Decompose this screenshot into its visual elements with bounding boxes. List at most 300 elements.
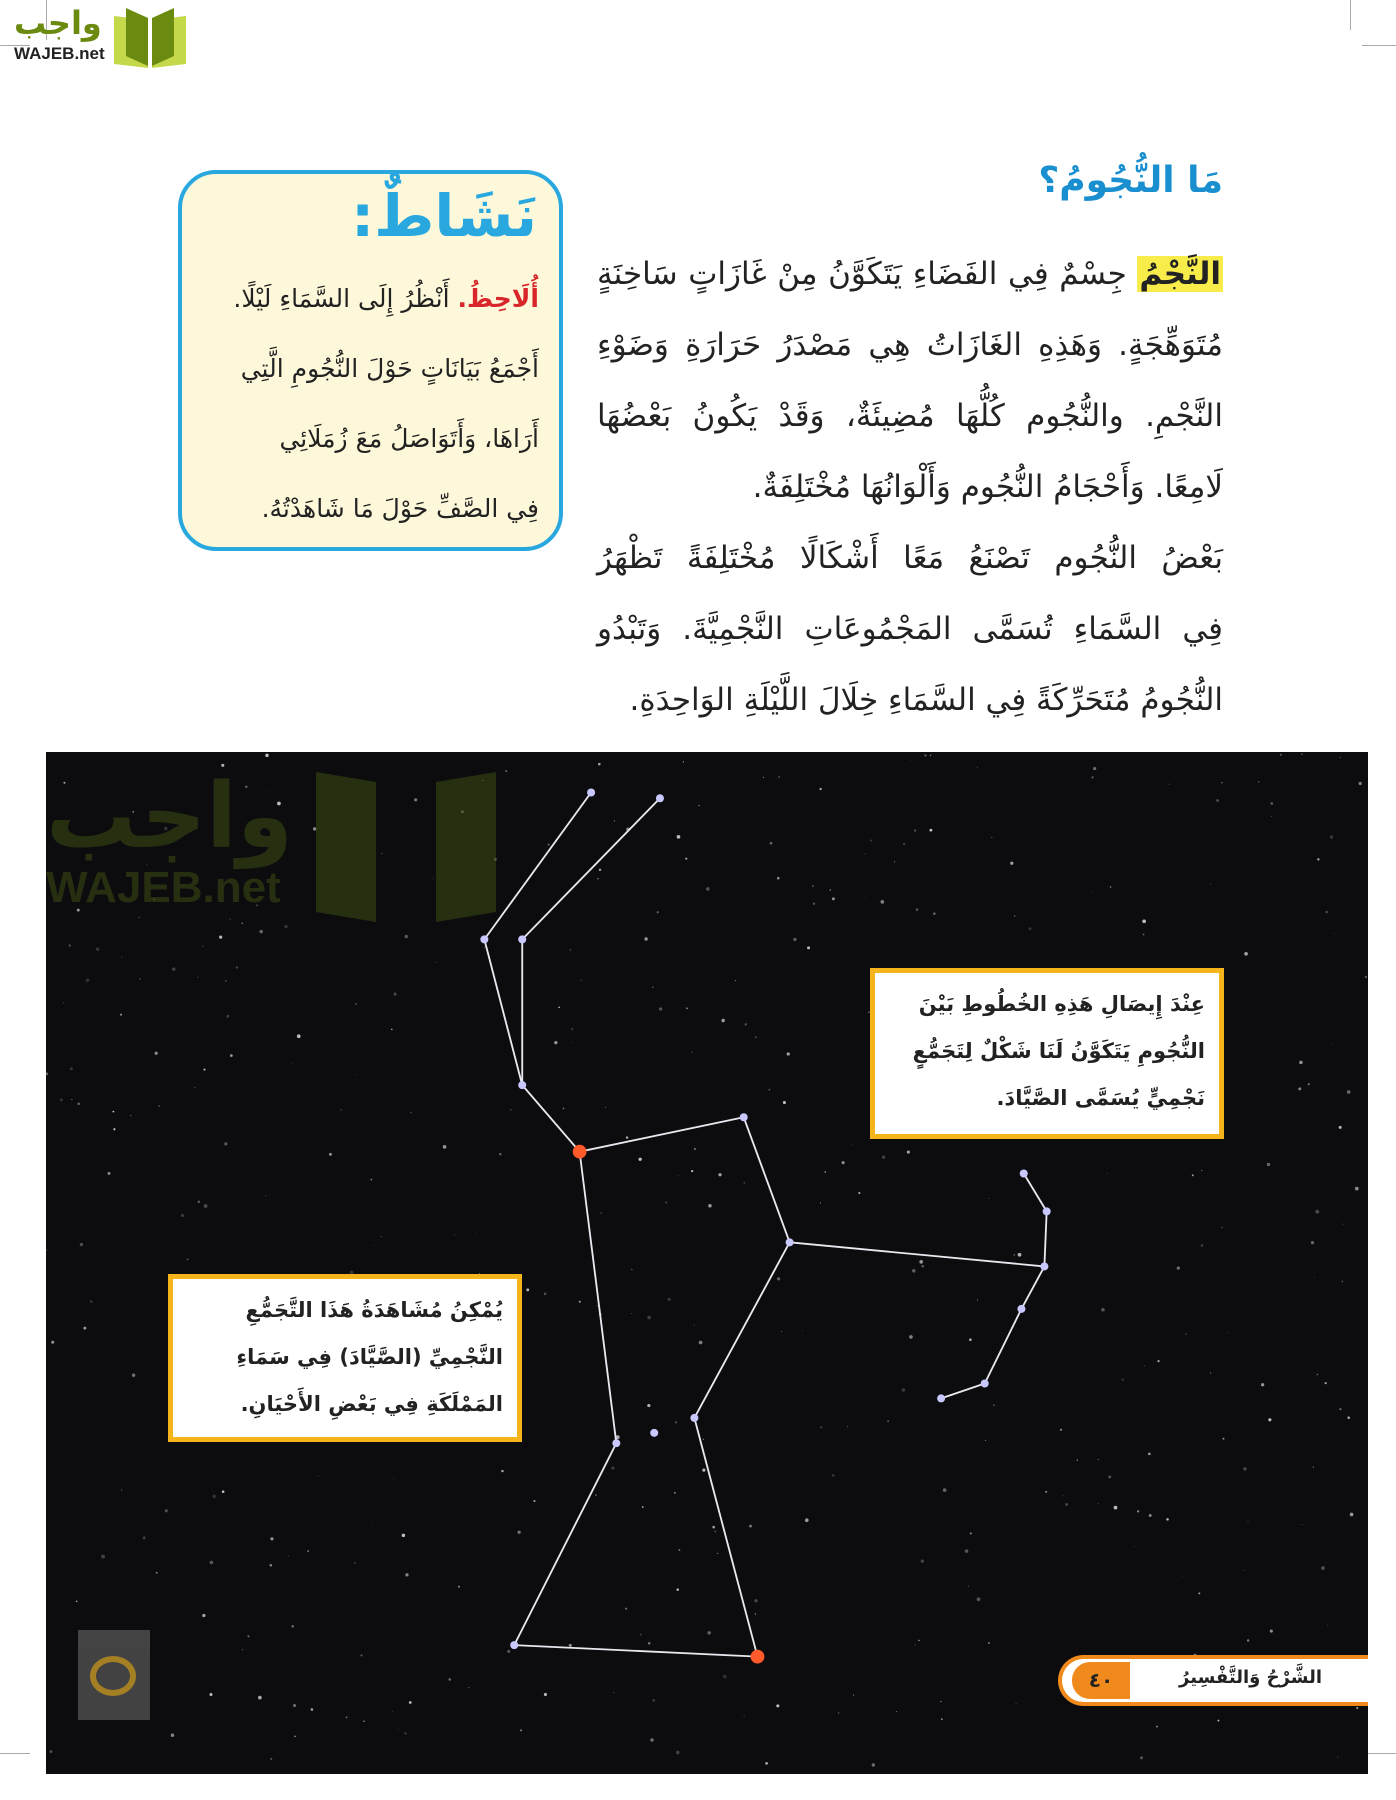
constellation-line xyxy=(484,939,522,1085)
background-star xyxy=(1201,1170,1202,1171)
background-star xyxy=(1314,1277,1315,1278)
background-star xyxy=(677,835,681,839)
background-star xyxy=(247,1635,249,1637)
background-star xyxy=(1223,1438,1225,1440)
background-star xyxy=(832,1474,835,1477)
background-star xyxy=(194,1087,195,1088)
background-star xyxy=(571,1042,572,1043)
background-star xyxy=(977,1597,981,1601)
background-star xyxy=(202,1614,205,1617)
background-star xyxy=(143,1536,146,1539)
background-star xyxy=(202,946,204,948)
background-star xyxy=(652,987,653,988)
background-star xyxy=(650,1738,654,1742)
background-star xyxy=(1299,1061,1303,1065)
background-star xyxy=(210,1561,214,1565)
constellation-line xyxy=(522,798,660,939)
background-star xyxy=(294,1736,295,1737)
background-star xyxy=(924,754,926,756)
background-star xyxy=(1280,754,1282,756)
background-star xyxy=(475,1234,476,1235)
background-star xyxy=(787,1052,790,1055)
background-star xyxy=(842,1161,845,1164)
orion-constellation-image xyxy=(46,752,1368,1774)
background-star xyxy=(652,1699,655,1702)
background-star xyxy=(1359,782,1362,785)
background-star xyxy=(392,1711,393,1712)
background-star xyxy=(398,1729,399,1730)
activity-line xyxy=(198,274,539,344)
background-star xyxy=(544,1693,547,1696)
background-star xyxy=(820,1202,821,1203)
background-star xyxy=(1334,933,1335,934)
logo-latin: WAJEB.net xyxy=(14,44,105,63)
background-star xyxy=(499,1153,502,1156)
constellation-star xyxy=(786,1238,794,1246)
background-star xyxy=(121,957,122,958)
background-star xyxy=(921,1265,924,1268)
background-star xyxy=(865,853,866,854)
constellation-star xyxy=(1020,1169,1028,1177)
background-star xyxy=(631,1313,632,1314)
background-star xyxy=(230,1054,233,1057)
background-star xyxy=(970,1532,972,1534)
background-star xyxy=(707,1631,710,1634)
background-star xyxy=(409,1701,412,1704)
background-star xyxy=(985,1440,986,1441)
background-star xyxy=(776,1704,779,1707)
background-star xyxy=(694,1325,695,1326)
background-star xyxy=(458,1586,460,1588)
background-star xyxy=(625,1608,627,1610)
background-star xyxy=(520,1729,522,1731)
constellation-star xyxy=(937,1394,945,1402)
background-star xyxy=(763,777,764,778)
background-star xyxy=(1327,1625,1328,1626)
background-star xyxy=(1330,835,1333,838)
background-star xyxy=(293,1704,296,1707)
background-star xyxy=(50,1750,53,1753)
constellation-line xyxy=(694,1418,757,1657)
background-star xyxy=(468,1687,469,1688)
background-star xyxy=(749,1525,752,1528)
background-star xyxy=(813,903,815,905)
background-star xyxy=(86,978,90,982)
constellation-star xyxy=(587,788,595,796)
caption-line: نَجْمِيٍّ يُسَمَّى الصَّيَّادَ. xyxy=(996,1086,1205,1110)
background-star xyxy=(547,844,549,846)
background-star xyxy=(858,1192,860,1194)
background-star xyxy=(778,776,780,778)
crop-mark xyxy=(1350,0,1351,30)
background-star xyxy=(1339,1126,1342,1129)
background-star xyxy=(644,937,647,940)
background-star xyxy=(902,1388,905,1391)
background-star xyxy=(63,1002,64,1003)
background-star xyxy=(1134,1546,1135,1547)
background-star xyxy=(807,946,810,949)
background-star xyxy=(270,1564,273,1567)
background-star xyxy=(569,949,571,951)
background-star xyxy=(1337,1756,1339,1758)
observe-label: أُلَاحِظُ. xyxy=(457,284,539,313)
background-star xyxy=(171,1733,174,1736)
background-star xyxy=(1177,1267,1180,1270)
background-star xyxy=(69,944,71,946)
constellation-line xyxy=(580,1152,617,1443)
background-star xyxy=(1018,1253,1022,1257)
activity-title: نَشَاطٌ: xyxy=(350,182,537,250)
background-star xyxy=(363,1721,364,1722)
constellation-line xyxy=(985,1309,1022,1384)
activity-text xyxy=(198,274,539,554)
constellation-star xyxy=(480,935,488,943)
background-star xyxy=(554,1041,557,1044)
background-star xyxy=(101,1555,105,1559)
background-star xyxy=(744,1715,745,1716)
background-star xyxy=(919,1260,923,1264)
background-star xyxy=(130,1115,131,1116)
background-star xyxy=(718,1173,721,1176)
background-star xyxy=(448,1678,451,1681)
background-star xyxy=(781,1331,782,1332)
background-star xyxy=(977,1299,978,1300)
background-star xyxy=(1185,1333,1187,1335)
background-star xyxy=(675,1421,677,1423)
background-star xyxy=(703,1439,705,1441)
background-star xyxy=(735,980,736,981)
background-star xyxy=(1060,1429,1062,1431)
background-star xyxy=(765,1762,768,1765)
background-star xyxy=(563,1108,565,1110)
background-star xyxy=(865,898,866,899)
constellation-line xyxy=(514,1645,757,1656)
background-star xyxy=(968,1586,969,1587)
background-star xyxy=(140,978,141,979)
background-star xyxy=(830,889,832,891)
background-star xyxy=(647,1316,651,1320)
background-star xyxy=(224,1142,227,1145)
background-star xyxy=(820,1426,822,1428)
background-star xyxy=(1107,1173,1108,1174)
background-star xyxy=(783,1101,786,1104)
background-star xyxy=(526,1288,529,1291)
constellation-line xyxy=(580,1117,744,1151)
background-star xyxy=(599,868,602,871)
section-title: مَا النُّجُومُ؟ xyxy=(1038,160,1223,201)
background-star xyxy=(318,1475,319,1476)
background-star xyxy=(1182,1576,1183,1577)
background-star xyxy=(1321,1566,1325,1570)
background-star xyxy=(46,1072,48,1075)
background-star xyxy=(714,1531,716,1533)
background-star xyxy=(631,1269,632,1270)
background-star xyxy=(1261,1383,1264,1386)
background-star xyxy=(698,805,700,807)
background-star xyxy=(918,1640,919,1641)
background-star xyxy=(410,1112,412,1114)
constellation-line xyxy=(514,1443,616,1645)
background-star xyxy=(640,1634,642,1636)
background-star xyxy=(1311,1241,1314,1244)
background-star xyxy=(665,1202,667,1204)
constellation-line xyxy=(941,1383,985,1398)
background-star xyxy=(1325,1382,1327,1384)
constellation-star xyxy=(518,935,526,943)
background-star xyxy=(1045,1491,1047,1493)
background-star xyxy=(598,763,601,766)
background-star xyxy=(60,1098,63,1101)
background-star xyxy=(1350,1513,1354,1517)
background-star xyxy=(198,1201,200,1203)
background-star xyxy=(1308,1083,1310,1085)
background-star xyxy=(219,935,222,938)
text-line: بَعْضُ النُّجُوم تَصْنَعُ مَعًا أَشْكَالًا مُخْتَلِفَةً تَظْهَرُ xyxy=(597,540,1223,576)
text-line: لَامِعًا. وَأَحْجَامُ النُّجُوم وَأَلْوَانُهَا مُخْتَلِفَةٌ. xyxy=(752,469,1223,505)
red-star xyxy=(573,1145,587,1159)
crop-mark xyxy=(0,1753,30,1754)
background-star xyxy=(1091,891,1092,892)
background-star xyxy=(872,1763,875,1766)
background-star xyxy=(678,1175,679,1176)
background-star xyxy=(393,1478,394,1479)
constellation-star xyxy=(650,1429,658,1437)
background-star xyxy=(988,1642,990,1644)
page-footer xyxy=(1058,1655,1368,1706)
background-star xyxy=(55,950,56,951)
constellation-line xyxy=(522,1085,579,1152)
background-star xyxy=(292,1062,293,1063)
background-star xyxy=(881,900,885,904)
background-star xyxy=(941,1718,943,1720)
background-star xyxy=(642,1506,644,1508)
background-star xyxy=(648,1642,651,1645)
background-star xyxy=(242,1649,243,1650)
background-star xyxy=(940,1701,941,1702)
background-star xyxy=(329,1153,332,1156)
constellation-star xyxy=(510,1641,518,1649)
footer-section-label: الشَّرْحُ وَالتَّفْسِيرُ xyxy=(1179,1667,1322,1688)
background-star xyxy=(777,877,780,880)
background-star xyxy=(1355,1187,1359,1191)
background-star xyxy=(1210,1372,1211,1373)
background-star xyxy=(838,1713,839,1714)
background-star xyxy=(847,1426,848,1427)
background-star xyxy=(381,1236,382,1237)
background-star xyxy=(659,1007,662,1010)
background-star xyxy=(870,840,872,842)
background-star xyxy=(597,878,599,880)
background-star xyxy=(717,1553,718,1554)
background-star xyxy=(1302,1524,1303,1525)
background-star xyxy=(1122,1378,1124,1380)
background-star xyxy=(1110,886,1112,888)
background-star xyxy=(626,1136,628,1138)
background-star xyxy=(686,1007,688,1009)
crop-mark xyxy=(1362,45,1396,46)
background-star xyxy=(853,1694,854,1695)
background-star xyxy=(991,837,992,838)
background-star xyxy=(1156,1726,1158,1728)
background-star xyxy=(1270,802,1273,805)
background-star xyxy=(832,897,835,900)
background-star xyxy=(284,925,287,928)
background-star xyxy=(209,1693,212,1696)
background-star xyxy=(204,1204,208,1208)
background-star xyxy=(70,1067,73,1070)
background-star xyxy=(517,1531,520,1534)
background-star xyxy=(1313,1466,1314,1467)
background-star xyxy=(1140,1756,1143,1759)
caption-box-right xyxy=(870,968,1224,1139)
background-star xyxy=(676,1751,680,1755)
background-star xyxy=(685,858,687,860)
background-star xyxy=(1221,782,1223,784)
background-star xyxy=(405,935,408,938)
background-star xyxy=(914,829,916,831)
background-star xyxy=(712,1526,715,1529)
book-icon xyxy=(108,6,192,68)
caption-line: النَّجْمِيِّ (الصَّيَّادَ) فِي سَمَاءِ xyxy=(236,1345,503,1369)
background-star xyxy=(988,1198,990,1200)
background-star xyxy=(896,1711,897,1712)
background-star xyxy=(1258,781,1260,783)
constellation-line xyxy=(1021,1266,1044,1308)
background-star xyxy=(404,1732,406,1734)
wajeb-logo xyxy=(8,4,193,68)
constellation-star xyxy=(1043,1207,1051,1215)
background-star xyxy=(391,1029,393,1031)
background-star xyxy=(611,1467,614,1470)
background-star xyxy=(887,1421,888,1422)
background-star xyxy=(307,1550,308,1551)
background-star xyxy=(894,861,895,862)
background-star xyxy=(755,1036,757,1038)
background-star xyxy=(668,1298,671,1301)
background-star xyxy=(699,1341,703,1345)
background-star xyxy=(258,1696,262,1700)
activity-line: فِي الصَّفِّ حَوْلَ مَا شَاهَدْتُهُ. xyxy=(261,494,539,523)
red-star xyxy=(751,1650,765,1664)
activity-line: أَجْمَعُ بَيَانَاتٍ حَوْلَ النُّجُومِ الَّتِي xyxy=(240,354,539,383)
background-star xyxy=(77,1102,80,1105)
background-star xyxy=(993,1404,995,1406)
background-star xyxy=(1331,1088,1332,1089)
background-star xyxy=(507,1650,510,1653)
background-star xyxy=(1343,1224,1344,1225)
background-star xyxy=(265,1195,266,1196)
background-star xyxy=(676,1588,679,1591)
background-star xyxy=(213,1495,216,1498)
background-star xyxy=(533,1500,535,1502)
background-star xyxy=(225,980,227,982)
background-star xyxy=(1331,1043,1332,1044)
background-star xyxy=(1077,1459,1078,1460)
background-star xyxy=(777,1277,780,1280)
constellation-star xyxy=(518,1081,526,1089)
text-line: مُتَوَهِّجَةٍ. وَهَذِهِ الغَازَاتُ هِي مَصْدَرُ حَرَارَةِ وَضَوْءِ xyxy=(597,327,1223,363)
background-star xyxy=(1317,858,1319,860)
background-star xyxy=(113,1128,115,1130)
background-star xyxy=(1244,952,1248,956)
background-star xyxy=(484,947,485,948)
activity-line: أَرَاهَا، وَأَتَوَاصَلُ مَعَ زُمَلَائِي xyxy=(279,424,539,453)
watermark-logo xyxy=(46,752,526,922)
constellation-star xyxy=(690,1414,698,1422)
background-star xyxy=(1108,1475,1111,1478)
background-star xyxy=(969,1338,972,1341)
background-star xyxy=(805,1518,809,1522)
background-star xyxy=(501,1470,503,1472)
background-star xyxy=(852,1144,853,1145)
constellation-line xyxy=(790,1242,1045,1266)
background-star xyxy=(405,1573,408,1576)
background-star xyxy=(1365,976,1367,978)
background-star xyxy=(121,1489,122,1490)
background-star xyxy=(354,1074,355,1075)
background-star xyxy=(340,1109,341,1110)
background-star xyxy=(1347,1416,1350,1419)
background-star xyxy=(394,993,397,996)
background-star xyxy=(745,1023,747,1025)
background-star xyxy=(156,1572,158,1574)
background-star xyxy=(1016,1704,1017,1705)
background-star xyxy=(1221,1226,1223,1228)
background-star xyxy=(1098,1459,1099,1460)
background-star xyxy=(819,788,821,790)
background-star xyxy=(165,1509,168,1512)
background-star xyxy=(1014,915,1015,916)
background-star xyxy=(270,1537,273,1540)
background-star xyxy=(769,1089,770,1090)
background-star xyxy=(1149,1514,1152,1517)
background-star xyxy=(1148,1452,1151,1455)
constellation-star xyxy=(1017,1305,1025,1313)
background-star xyxy=(909,1335,913,1339)
background-star xyxy=(373,1245,374,1246)
background-star xyxy=(657,911,659,913)
constellation-line xyxy=(1024,1173,1047,1211)
background-star xyxy=(1217,1720,1219,1722)
background-star xyxy=(916,908,919,911)
background-star xyxy=(1142,919,1146,923)
background-star xyxy=(1098,1503,1099,1504)
background-star xyxy=(51,1341,54,1344)
background-star xyxy=(1065,1503,1068,1506)
background-star xyxy=(187,1258,189,1260)
background-star xyxy=(96,948,99,951)
background-star xyxy=(1029,927,1032,930)
activity-line-content: أَنْظُرُ إِلَى السَّمَاءِ لَيْلًا. xyxy=(233,284,450,313)
background-star xyxy=(1063,1495,1065,1497)
background-star xyxy=(1201,1244,1204,1247)
background-star xyxy=(613,1692,614,1693)
background-star xyxy=(155,1052,158,1055)
background-star xyxy=(76,1600,78,1602)
caption-line: يُمْكِنُ مُشَاهَدَةُ هَذَا التَّجَمُّعِ xyxy=(245,1298,503,1322)
background-star xyxy=(647,1404,650,1407)
background-star xyxy=(793,938,796,941)
svg-text:واجب: واجب xyxy=(46,764,293,869)
background-star xyxy=(1114,1506,1118,1510)
background-star xyxy=(708,1204,712,1208)
background-star xyxy=(965,1549,968,1552)
logo-arabic: واجب xyxy=(14,4,102,42)
background-star xyxy=(1270,1630,1273,1633)
background-star xyxy=(1247,1639,1249,1641)
background-star xyxy=(691,1170,693,1172)
background-star xyxy=(1340,757,1341,758)
